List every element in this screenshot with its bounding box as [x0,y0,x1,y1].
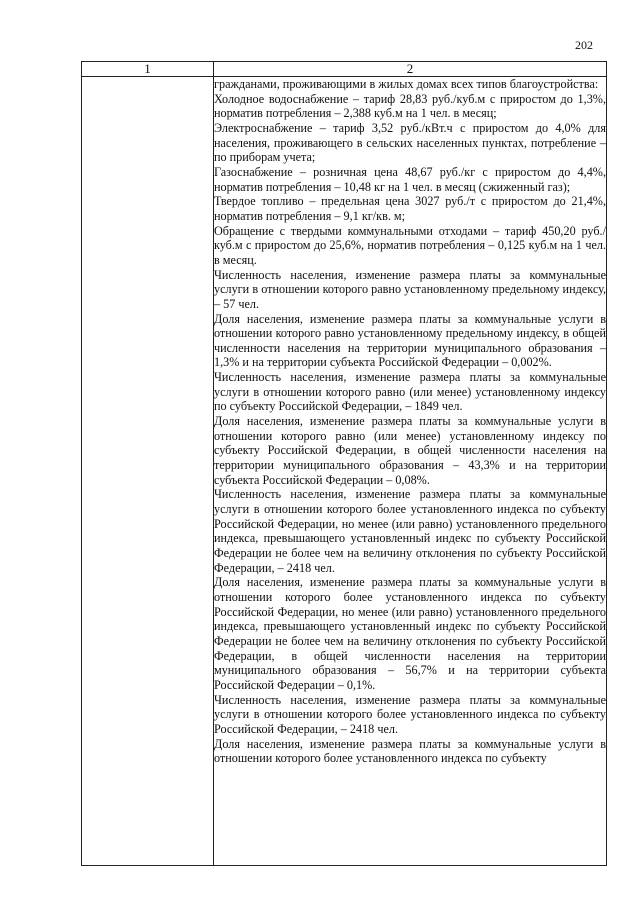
empty-cell [82,77,214,866]
paragraph: Численность населения, изменение размера платы за коммунальные услуги в отношении которого равно установленному предельному индексу, – 57 чел. [214,267,606,311]
paragraph: Электроснабжение – тариф 3,52 руб./кВт.ч с приростом до 4,0% для населения, проживающего в сельских населенных пунктах, потребление – по приборам учета; [214,120,606,165]
column-header-1: 1 [82,62,214,77]
paragraph: Численность населения, изменение размера платы за коммунальные услуги в отношении которого равно (или менее) установленному индексу по субъекту Российской Федерации, – 1849 чел. [214,370,606,414]
paragraph: гражданами, проживающими в жилых домах всех типов благоустройства: [214,77,599,91]
text-cell [214,77,607,866]
paragraph: Газоснабжение – розничная цена 48,67 руб./кг с приростом до 4,4%, норматив потребления – 10,48 кг на 1 чел. в месяц (сжиженный газ); [214,164,606,194]
paragraph: Твердое топливо – предельная цена 3027 руб./т с приростом до 21,4%, норматив потребления – 9,1 кг/кв. м; [214,194,606,223]
paragraph: Доля населения, изменение размера платы за коммунальные услуги в отношении которого равно установленному предельному индексу, в общей численности населения на территории муниципального образования – 1,3% и на территории субъекта Российской Федерации – 0,002%. [214,311,606,370]
column-header-2: 2 [214,62,607,77]
table-row [82,77,607,866]
paragraph: Доля населения, изменение размера платы за коммунальные услуги в отношении которого более установленного индекса по субъекту Российской Федерации, но менее (или равно) установленного предельного индекса, превышающего установленный индекс по субъекту Российской Федерации не более чем на величину отклонения по субъекту Российской Федерации, в общей численности населения на территории муниципального образования – 56,7% и на территории субъекта Российской Федерации – 0,1%. [214,575,606,692]
table-header-row [82,62,607,77]
paragraph: Обращение с твердыми коммунальными отходами – тариф 450,20 руб./куб.м с приростом до 25,6%, норматив потребления – 0,125 куб.м на 1 чел. в месяц. [214,223,606,267]
document-table [81,61,607,866]
paragraph: Доля населения, изменение размера платы за коммунальные услуги в отношении которого равно (или менее) установленному индексу по субъекту Российской Федерации, в общей численности населения на территории муниципального образования – 43,3% и на территории субъекта Российской Федерации – 0,08%. [214,414,606,487]
paragraph: Доля населения, изменение размера платы за коммунальные услуги в отношении которого более установленного индекса по субъекту [214,736,606,766]
paragraph: Холодное водоснабжение – тариф 28,83 руб./куб.м с приростом до 1,3%, норматив потребления – 2,388 куб.м на 1 чел. в месяц; [214,91,606,121]
paragraph: Численность населения, изменение размера платы за коммунальные услуги в отношении которого более установленного индекса по субъекту Российской Федерации, – 2418 чел. [214,692,606,736]
page-number: 202 [575,38,593,52]
paragraph: Численность населения, изменение размера платы за коммунальные услуги в отношении которого более установленного индекса по субъекту Российской Федерации, но менее (или равно) установленного предельного индекса, превышающего установленный индекс по субъекту Российской Федерации не более чем на величину отклонения по субъекту Российской Федерации, – 2418 чел. [214,487,606,575]
